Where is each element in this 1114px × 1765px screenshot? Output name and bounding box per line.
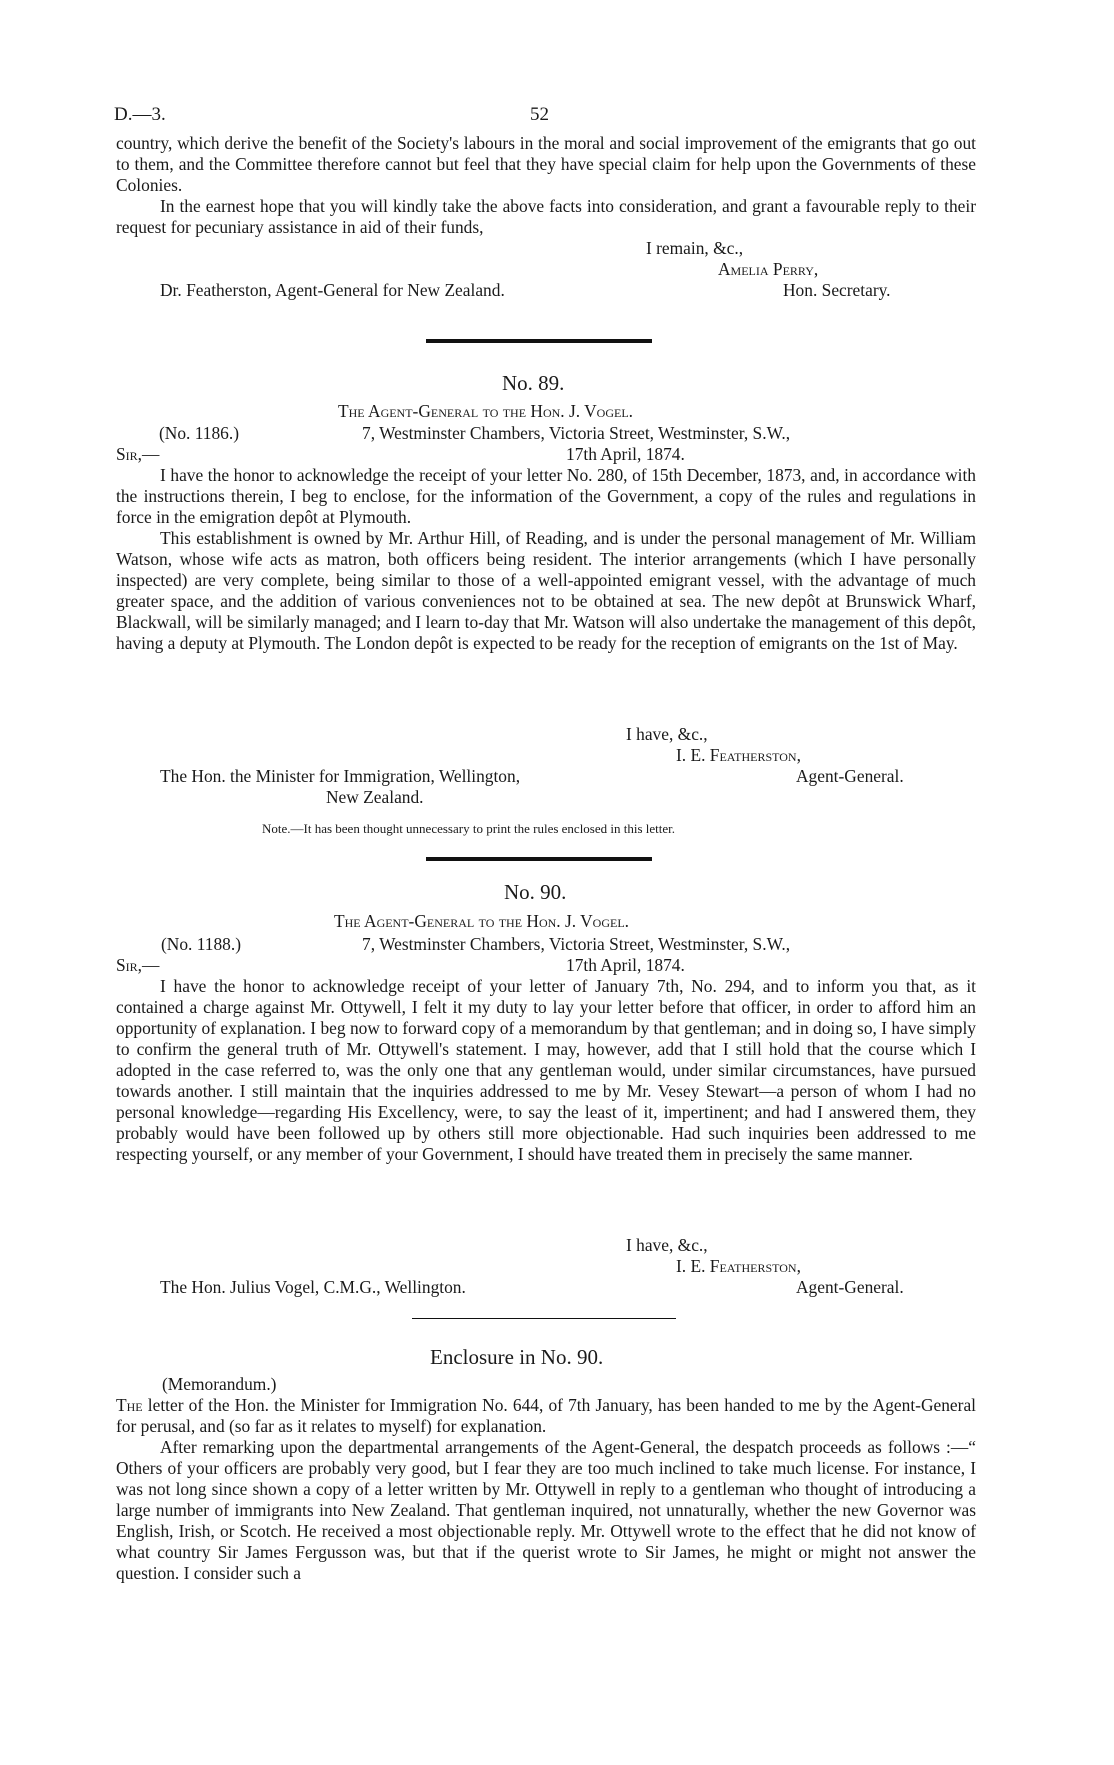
letter-89-salutation: Sir,— (116, 444, 160, 464)
letter-90-salutation: Sir,— (116, 955, 160, 975)
letter-89-recipient-line-1: The Hon. the Minister for Immigration, Wellington, (160, 766, 521, 786)
letter-90-address: 7, Westminster Chambers, Victoria Street, Westminster, S.W., (362, 934, 791, 954)
enclosure-body (116, 1395, 976, 1584)
intro-recipient: Dr. Featherston, Agent-General for New Zealand. (160, 280, 505, 300)
intro-paragraph-2: In the earnest hope that you will kindly take the above facts into consideration, and grant a favourable reply to their request for pecuniary assistance in aid of their funds, (116, 196, 976, 237)
intro-paragraph-1: country, which derive the benefit of the Society's labours in the moral and social improvement of the emigrants that go out to them, and the Committee therefore cannot but feel that they have special claim for help upon the Governments of these Colonies. (116, 133, 976, 195)
document-reference: D.—3. (114, 104, 166, 125)
enclosure-memo-label: (Memorandum.) (162, 1374, 277, 1394)
intro-closing: I remain, &c., (646, 238, 744, 258)
letter-90-from-to: The Agent-General to the Hon. J. Vogel. (334, 911, 630, 931)
letter-90-body (116, 976, 976, 1165)
enclosure-paragraph-1-text: letter of the Hon. the Minister for Immigration No. 644, of 7th January, has been handed to me by the Agent-General for perusal, and (so far as it relates to myself) for explanation. (116, 1395, 976, 1436)
letter-89-number: No. 89. (502, 371, 565, 395)
letter-89-from-to: The Agent-General to the Hon. J. Vogel. (338, 401, 634, 421)
letter-89-paragraph-1: I have the honor to acknowledge the receipt of your letter No. 280, of 15th December, 1873, and, in accordance with the instructions therein, I beg to enclose, for the information of the Government, a copy of the rules and regulations in force in the emigration depôt at Plymouth. (116, 465, 976, 527)
page-number: 52 (530, 104, 549, 125)
letter-90-signer-title: Agent-General. (796, 1277, 904, 1297)
letter-90-date: 17th April, 1874. (566, 955, 685, 975)
letter-90-number: No. 90. (504, 880, 567, 904)
section-divider (426, 339, 652, 343)
letter-89-date: 17th April, 1874. (566, 444, 685, 464)
letter-89-body (116, 465, 976, 654)
letter-90-paragraph-1: I have the honor to acknowledge receipt of your letter of January 7th, No. 294, and to inform you that, as it contained a charge against Mr. Ottywell, I felt it my duty to lay your letter before that officer, in order to afford him an opportunity of explanation. I beg now to forward copy of a memorandum by that gentleman; and in doing so, I have simply to confirm the general truth of Mr. Ottywell's statement. I may, however, add that I still hold that the course which I adopted in the case referred to, was the only one that any gentleman would, under similar circumstances, have pursued towards another. I still maintain that the inquiries addressed to me by Mr. Vesey Stewart—a person of whom I had no personal knowledge—regarding His Excellency, were, to say the least of it, impertinent; and had I answered them, they probably would have been followed up by others still more objectionable. Had such inquiries been addressed to me respecting yourself, or any member of your Government, I should have treated them in precisely the same manner. (116, 976, 976, 1164)
letter-89-recipient-line-2: New Zealand. (326, 787, 424, 807)
letter-89-address: 7, Westminster Chambers, Victoria Street, Westminster, S.W., (362, 423, 791, 443)
letter-90-ref-no: (No. 1188.) (161, 934, 242, 954)
intro-signer-name: Amelia Perry, (718, 259, 819, 279)
letter-89-signer-name: I. E. Featherston, (676, 745, 801, 765)
intro-signer-title: Hon. Secretary. (783, 280, 891, 300)
enclosure-paragraph-2: After remarking upon the departmental arrangements of the Agent-General, the despatch proceeds as follows :—“ Others of your officers are probably very good, but I fear they are too much inclined to take much license. For instance, I was not long since shown a copy of a letter written by Mr. Ottywell in reply to a gentleman who thought of introducing a large number of immigrants into New Zealand. That gentleman inquired, not unnaturally, whether the new Governor was English, Irish, or Scotch. He received a most objectionable reply. Mr. Ottywell wrote to the effect that he did not know of what country Sir James Fergusson was, but that if the querist wrote to Sir James, he might or might not answer the question. I consider such a (116, 1437, 976, 1583)
letter-89-ref-no: (No. 1186.) (159, 423, 240, 443)
section-divider (426, 857, 652, 861)
letter-90-closing: I have, &c., (626, 1235, 708, 1255)
enclosure-heading: Enclosure in No. 90. (430, 1345, 604, 1369)
enclosure-lead-word: The (116, 1395, 143, 1415)
intro-body (116, 133, 976, 238)
letter-89-note: Note.—It has been thought unnecessary to print the rules enclosed in this letter. (262, 821, 676, 836)
letter-90-recipient: The Hon. Julius Vogel, C.M.G., Wellington. (160, 1277, 466, 1297)
letter-90-signer-name: I. E. Featherston, (676, 1256, 801, 1276)
letter-89-signer-title: Agent-General. (796, 766, 904, 786)
letter-89-paragraph-2: This establishment is owned by Mr. Arthur Hill, of Reading, and is under the personal management of Mr. William Watson, whose wife acts as matron, both officers being resident. The interior arrangements (which I have personally inspected) are very complete, being similar to those of a well-appointed emigrant vessel, with the advantage of much greater space, and the addition of various conveniences not to be obtained at sea. The new depôt at Brunswick Wharf, Blackwall, will be similarly managed; and I learn to-day that Mr. Watson will also undertake the management of this depôt, having a deputy at Plymouth. The London depôt is expected to be ready for the reception of emigrants on the 1st of May. (116, 528, 976, 653)
enclosure-paragraph-1 (116, 1395, 976, 1437)
enclosure-divider (412, 1318, 676, 1319)
letter-89-closing: I have, &c., (626, 724, 708, 744)
